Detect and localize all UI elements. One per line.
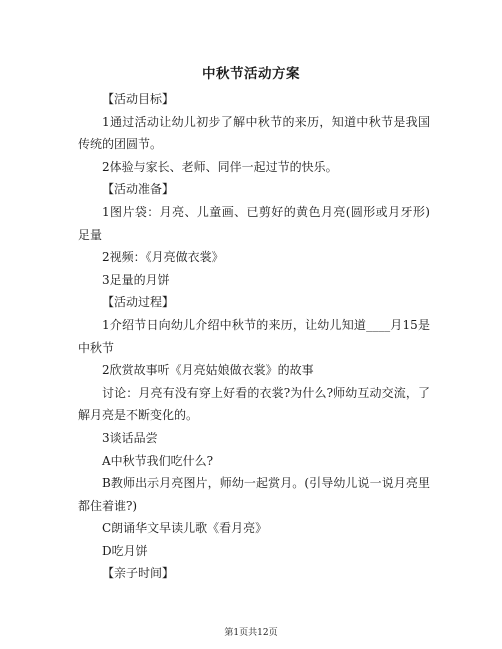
paragraph: 2体验与家长、老师、同伴一起过节的快乐。 [102,159,338,174]
paragraph: 3足量的月饼 [102,272,170,287]
document-title: 中秋节活动方案 [202,66,300,82]
paragraph: 2欣赏故事听《月亮姑娘做衣裳》的故事 [102,363,314,378]
page-footer: 第1页共12页 [224,628,278,638]
paragraph: 2视频：《月亮做衣裳》 [102,250,224,265]
paragraph: 讨论：月亮有没有穿上好看的衣裳?为什么?师幼互动交流，了解月亮是不断变化的。 [78,385,430,423]
paragraph: 1图片袋：月亮、儿童画、已剪好的黄色月亮(圆形或月牙形)足量 [78,204,430,242]
section-heading-parent-child: 【亲子时间】 [102,566,175,581]
paragraph: C朗诵华文早读儿歌《看月亮》 [102,521,268,536]
paragraph: 1通过活动让幼儿初步了解中秋节的来历，知道中秋节是我国传统的团圆节。 [78,114,430,152]
paragraph: D吃月饼 [102,543,148,558]
section-heading-process: 【活动过程】 [102,295,175,310]
paragraph: A中秋节我们吃什么? [102,453,214,468]
paragraph: B教师出示月亮图片，师幼一起赏月。(引导幼儿说一说月亮里都住着谁?) [78,476,430,513]
section-heading-goals: 【活动目标】 [102,92,175,106]
section-heading-preparation: 【活动准备】 [102,182,175,197]
paragraph: 3谈话品尝 [102,430,158,445]
document-body [78,88,430,585]
paragraph: 1介绍节日向幼儿介绍中秋节的来历，让幼儿知道____月15是中秋节 [78,317,430,355]
